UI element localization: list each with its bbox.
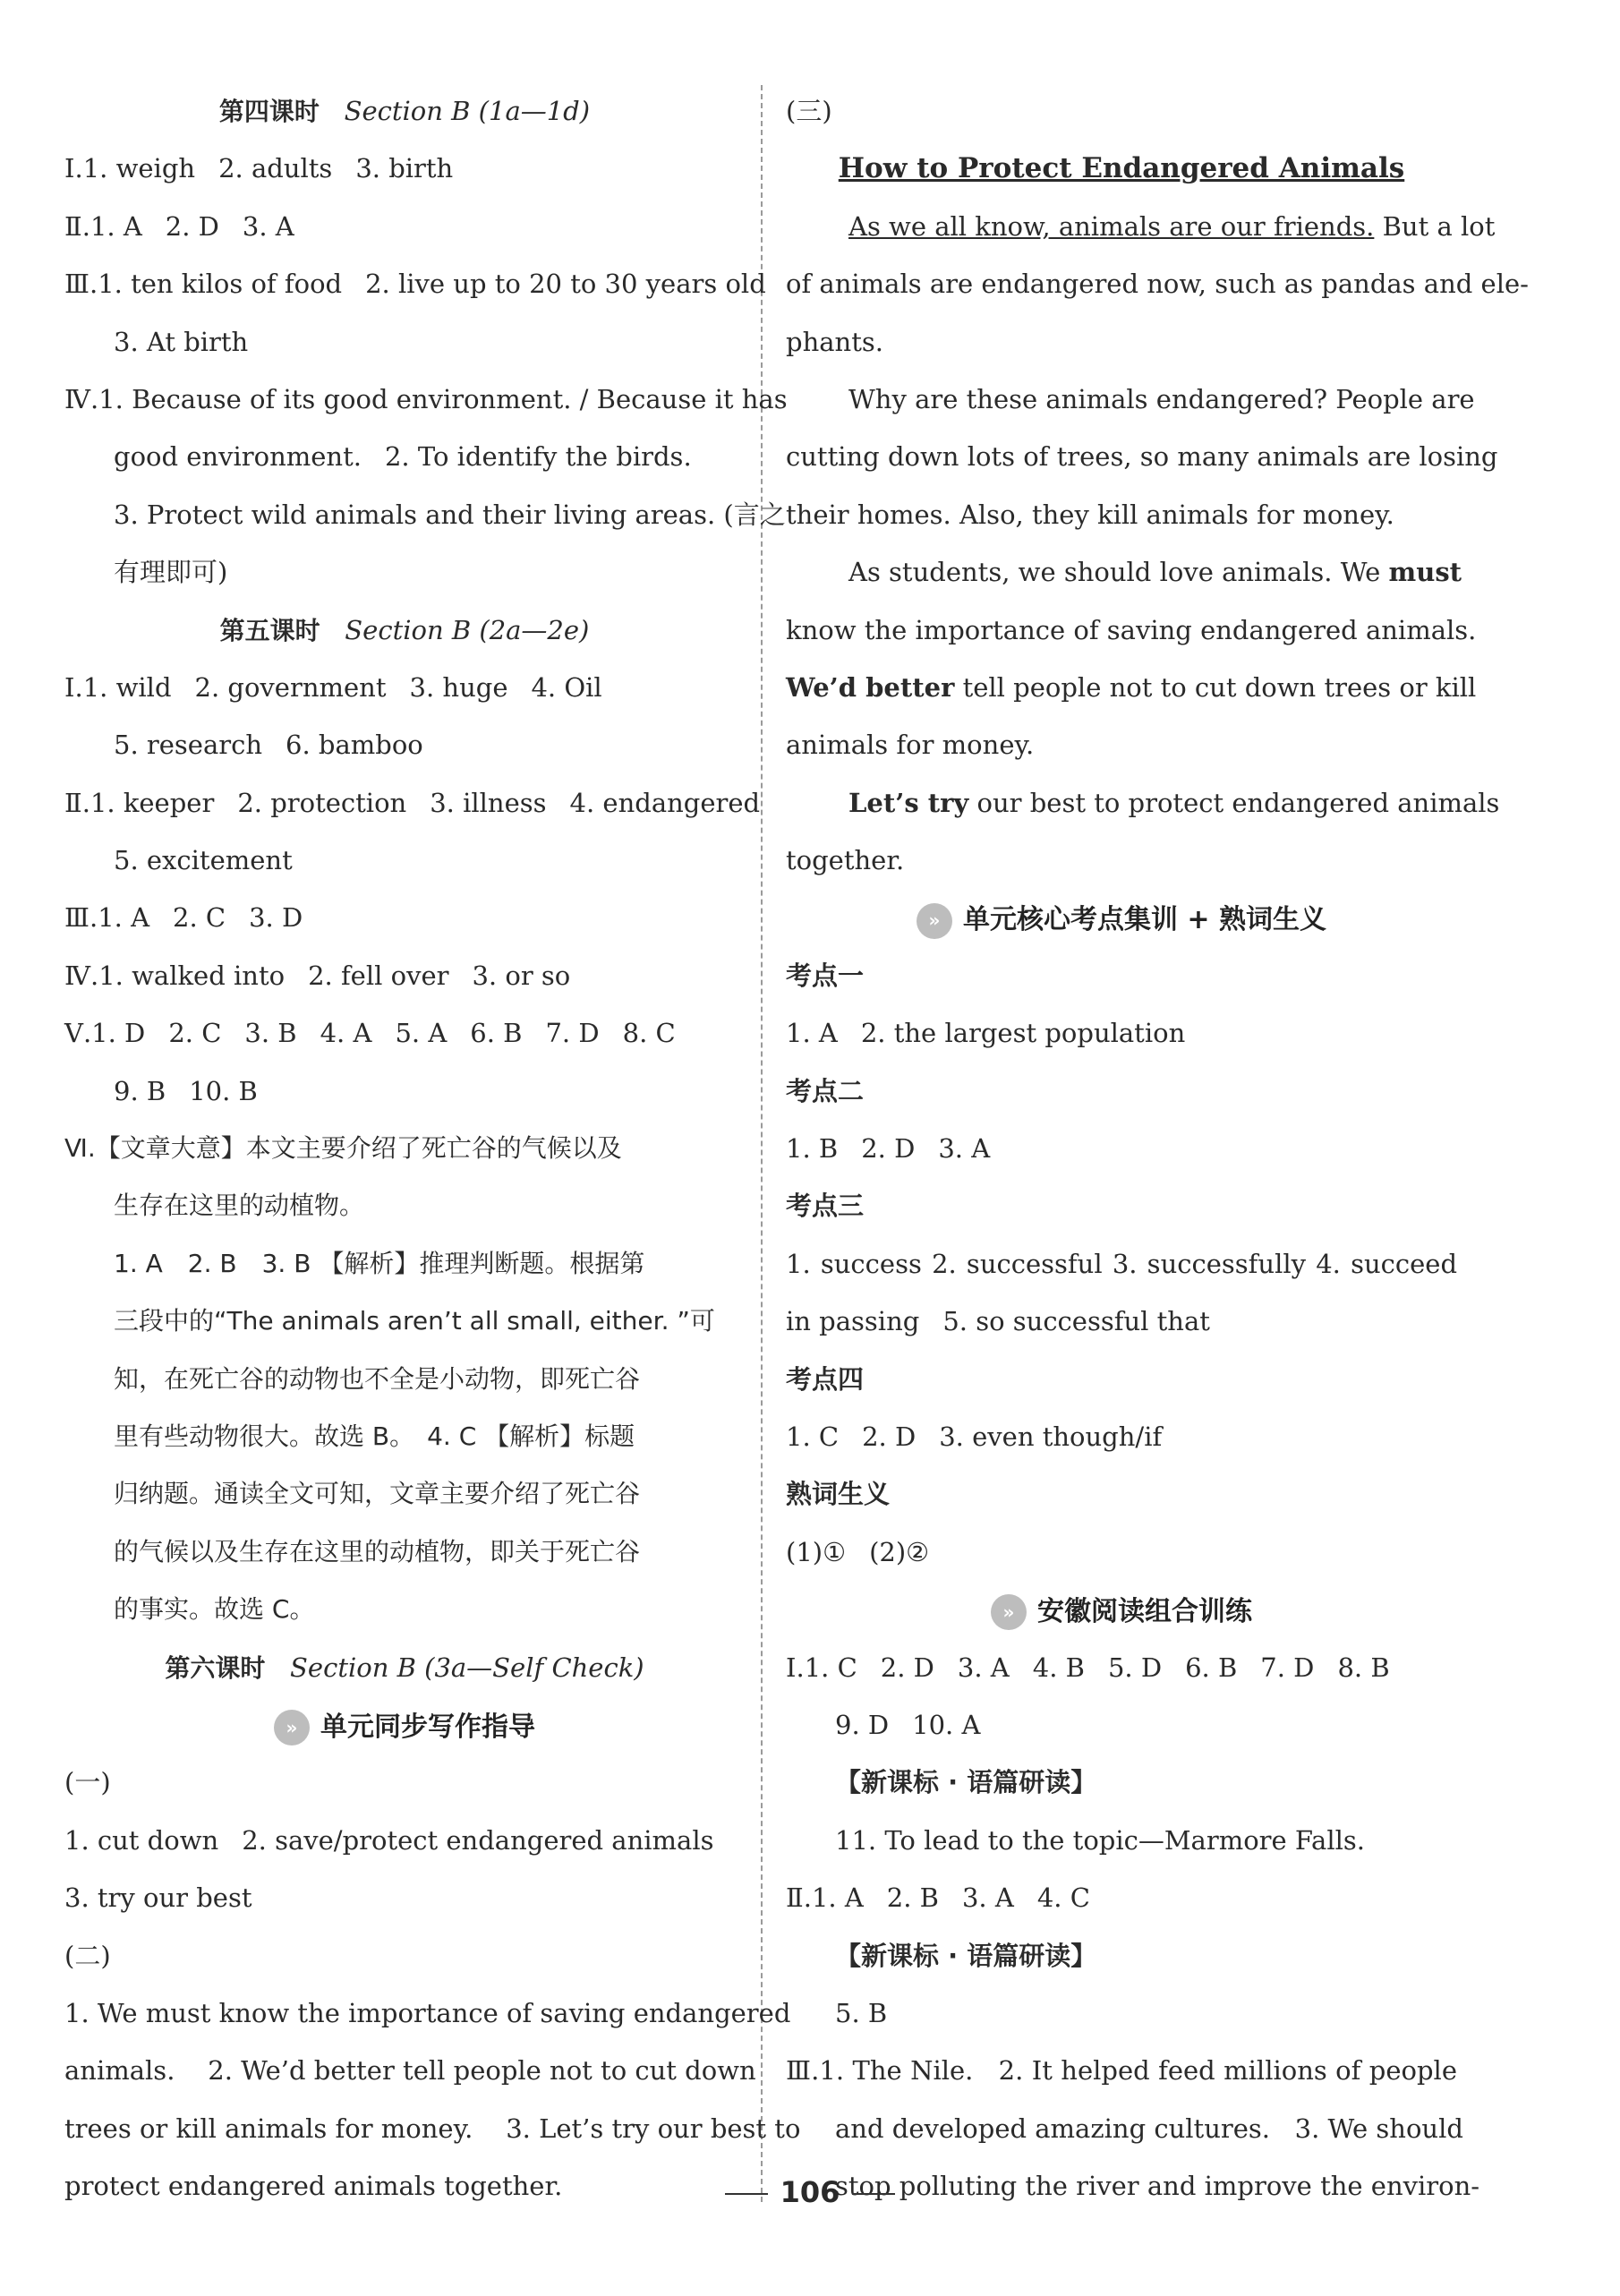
essay-p3-l1: As students, we should love animals. We must xyxy=(848,557,1462,588)
l5-part-IV: Ⅳ.1. walked into 2. fell over 3. or so xyxy=(64,960,571,991)
kp2-title: 考点二 xyxy=(786,1075,865,1106)
l5-part-VI-l7: 归纳题。通读全文可知，文章主要介绍了死亡谷 xyxy=(114,1479,641,1509)
page-number: 106 xyxy=(0,2175,1620,2209)
double-chevron-icon: » xyxy=(991,1594,1027,1630)
shuci-title: 熟词生义 xyxy=(786,1479,891,1510)
l5-part-VI-l9: 的事实。故选 C。 xyxy=(114,1594,315,1625)
ah-part-III-l3: stop polluting the river and improve the environ- xyxy=(835,2171,1480,2202)
double-chevron-icon: » xyxy=(274,1710,310,1745)
kp4-title: 考点四 xyxy=(786,1363,865,1395)
writing-part-2-l1: 1. We must know the importance of saving endangered xyxy=(64,1997,791,2028)
l4-part-III-cont: 3. At birth xyxy=(114,326,249,357)
kp2-answers: 1. B 2. D 3. A xyxy=(786,1133,991,1165)
l5-part-VI-l8: 的气候以及生存在这里的动植物，即关于死亡谷 xyxy=(114,1536,641,1566)
l4-part-I: Ⅰ.1. weigh 2. adults 3. birth xyxy=(64,153,454,184)
essay-p4-l1: Let’s try our best to protect endangered animals xyxy=(848,787,1500,818)
l5-part-V-cont: 9. B 10. B xyxy=(114,1075,258,1106)
essay-p1-l3: phants. xyxy=(786,326,883,357)
kp4-answers: 1. C 2. D 3. even though/if xyxy=(786,1421,1163,1452)
left-column xyxy=(64,82,801,2215)
ah-part-II: Ⅱ.1. A 2. B 3. A 4. C xyxy=(786,1882,1090,1914)
kp3-answers-cont: in passing 5. so successful that xyxy=(786,1306,1210,1337)
writing-part-2-l3: trees or kill animals for money. 3. Let’s try our best to xyxy=(64,2112,801,2144)
essay-title: How to Protect Endangered Animals xyxy=(838,152,1405,185)
ah-part-II-tag: 【新课标 · 语篇研读】 xyxy=(835,1940,1097,1971)
essay-p1-l1: As we all know, animals are our friends. But a lot xyxy=(848,210,1496,242)
ah-part-II-q5: 5. B xyxy=(835,1997,888,2028)
kp3-title: 考点三 xyxy=(786,1191,865,1222)
writing-part-1-cont: 3. try our best xyxy=(64,1882,252,1914)
l5-part-I: Ⅰ.1. wild 2. government 3. huge 4. Oil xyxy=(64,671,602,703)
writing-part-2-label: (二) xyxy=(64,1940,111,1971)
l5-part-VI-l4: 三段中的“The animals aren’t all small, either. ”可 xyxy=(114,1306,715,1336)
essay-p4-l2: together. xyxy=(786,845,905,876)
ah-part-I-cont: 9. D 10. A xyxy=(835,1709,981,1740)
l5-part-VI-l3: 1. A 2. B 3. B 【解析】推理判断题。根据第 xyxy=(114,1248,645,1278)
kp1-answers: 1. A 2. the largest population xyxy=(786,1018,1186,1049)
l4-part-IV-l2: good environment. 2. To identify the birds. xyxy=(114,441,692,473)
l4-part-IV: Ⅳ.1. Because of its good environment. / Because it has xyxy=(64,383,788,414)
kp3-answers: 1. success 2. successful 3. successfully 4. succeed xyxy=(786,1248,1458,1279)
anhui-reading-header: » 安徽阅读组合训练 xyxy=(786,1581,1457,1638)
shuci-answers: (1)① (2)② xyxy=(786,1536,930,1567)
l5-part-III: Ⅲ.1. A 2. C 3. D xyxy=(64,902,303,934)
core-points-header: » 单元核心考点集训 + 熟词生义 xyxy=(786,889,1457,946)
right-column xyxy=(786,82,1529,2215)
l5-part-II-cont: 5. excitement xyxy=(114,845,293,876)
essay-p3-l3: We’d better tell people not to cut down trees or kill xyxy=(786,671,1477,703)
l5-part-I-cont: 5. research 6. bamboo xyxy=(114,730,423,761)
ah-part-III-l2: and developed amazing cultures. 3. We should xyxy=(835,2112,1463,2144)
l5-part-V: Ⅴ.1. D 2. C 3. B 4. A 5. A 6. B 7. D 8. C xyxy=(64,1018,676,1049)
essay-p2-l2: cutting down lots of trees, so many animals are losing xyxy=(786,441,1498,473)
lesson-4-heading: 第四课时 Section B (1a—1d) xyxy=(218,96,591,126)
essay-p2-l3: their homes. Also, they kill animals for money. xyxy=(786,499,1394,530)
l5-part-VI-l5: 知，在死亡谷的动物也不全是小动物，即死亡谷 xyxy=(114,1363,641,1394)
l4-part-II: Ⅱ.1. A 2. D 3. A xyxy=(64,210,294,242)
ah-part-I-q11: 11. To lead to the topic—Marmore Falls. xyxy=(835,1824,1365,1856)
essay-p3-l2: know the importance of saving endangered animals. xyxy=(786,614,1477,645)
essay-p3-l4: animals for money. xyxy=(786,730,1035,761)
page-dash-left xyxy=(725,2193,768,2195)
l5-part-VI: Ⅵ.【文章大意】本文主要介绍了死亡谷的气候以及 xyxy=(64,1133,622,1164)
page-dash-right xyxy=(852,2193,895,2195)
ah-part-III: Ⅲ.1. The Nile. 2. It helped feed millions of people xyxy=(786,2055,1457,2087)
lesson-5-heading: 第五课时 Section B (2a—2e) xyxy=(219,614,590,645)
l4-part-III: Ⅲ.1. ten kilos of food 2. live up to 20 to 30 years old xyxy=(64,269,766,300)
writing-part-2-l2: animals. 2. We’d better tell people not to cut down xyxy=(64,2055,756,2087)
double-chevron-icon: » xyxy=(917,903,952,939)
l4-part-IV-l4: 有理即可) xyxy=(114,557,228,588)
writing-part-2-l4: protect endangered animals together. xyxy=(64,2171,563,2202)
writing-part-3-label: (三) xyxy=(786,96,832,126)
kp1-title: 考点一 xyxy=(786,960,865,991)
essay-p1-l2: of animals are endangered now, such as pandas and ele- xyxy=(786,269,1529,300)
writing-guide-header: » 单元同步写作指导 xyxy=(64,1696,745,1754)
writing-part-1-label: (一) xyxy=(64,1767,111,1798)
essay-p2-l1: Why are these animals endangered? People are xyxy=(848,383,1475,414)
l5-part-II: Ⅱ.1. keeper 2. protection 3. illness 4. endangered xyxy=(64,787,761,818)
ah-part-I: Ⅰ.1. C 2. D 3. A 4. B 5. D 6. B 7. D 8. B xyxy=(786,1652,1390,1683)
l5-part-VI-l2: 生存在这里的动植物。 xyxy=(114,1191,365,1221)
ah-part-I-tag: 【新课标 · 语篇研读】 xyxy=(835,1767,1097,1798)
l4-part-IV-l3: 3. Protect wild animals and their living areas. (言之 xyxy=(114,499,786,530)
l5-part-VI-l6: 里有些动物很大。故选 B。 4. C 【解析】标题 xyxy=(114,1421,635,1451)
lesson-6-heading: 第六课时 Section B (3a—Self Check) xyxy=(165,1652,644,1683)
writing-part-1: 1. cut down 2. save/protect endangered animals xyxy=(64,1824,714,1856)
